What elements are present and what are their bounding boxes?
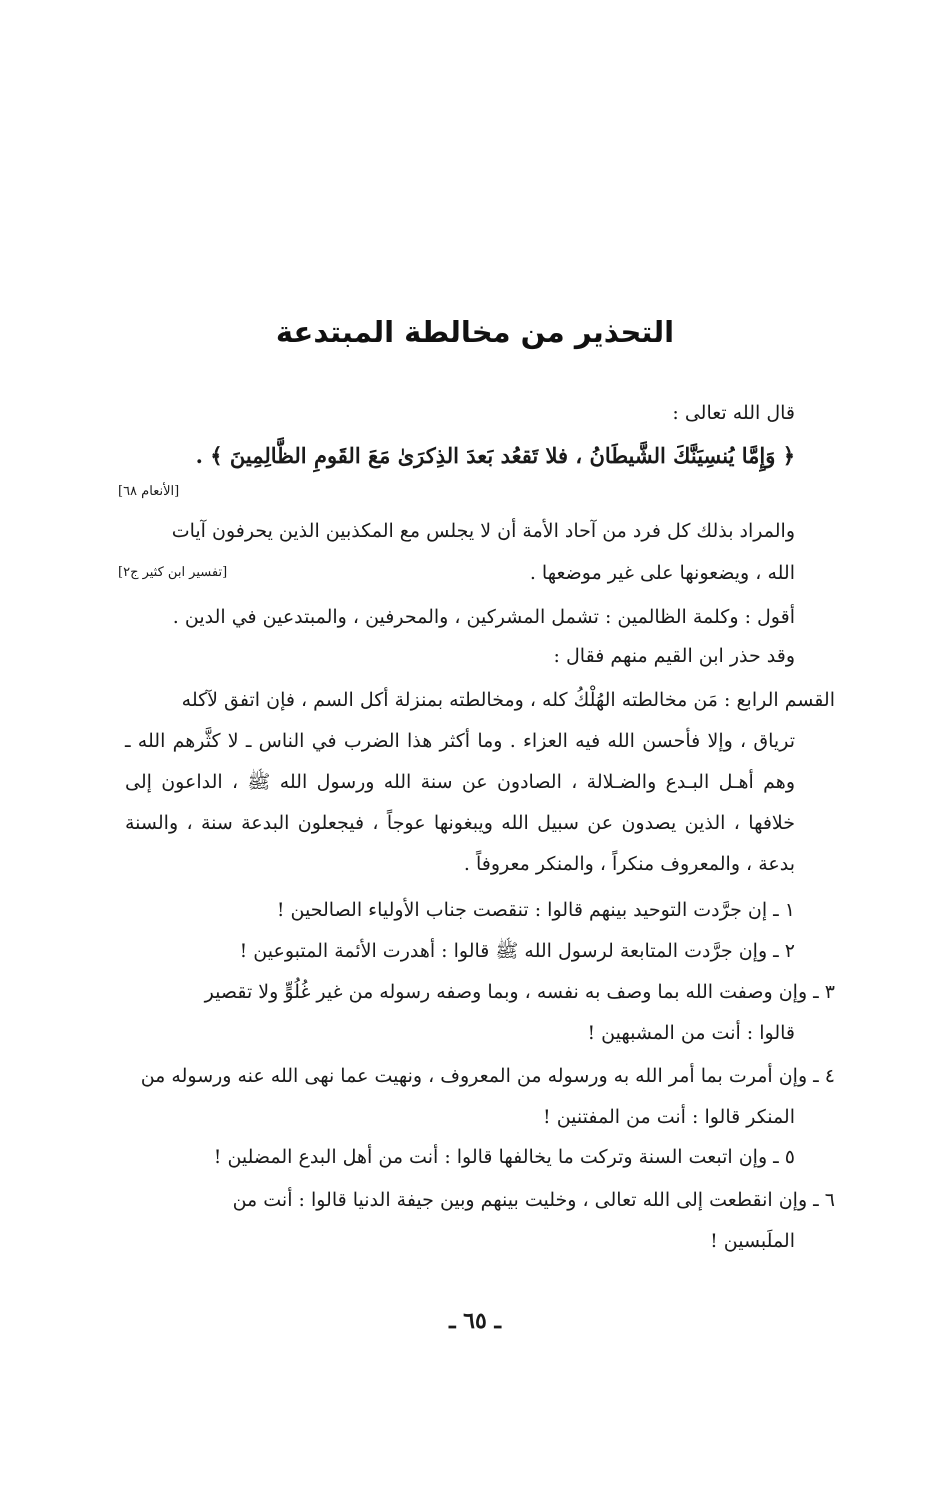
quote-intro: وقد حذر ابن القيم منهم فقال :	[553, 645, 795, 667]
quran-verse: ﴿ وَإِمَّا يُنسِيَنَّكَ الشَّيطَانُ ، فلا تَقعُد بَعدَ الذِكرَىٰ مَعَ القَومِ الظَّالِمِينَ ﴾ .	[195, 443, 795, 468]
item-text: ـ وإن أمرت بما أمر الله به ورسوله من المعروف ، ونهيت عما نهى الله عنه ورسوله من	[140, 1065, 819, 1087]
list-item	[125, 972, 835, 1054]
item-text: ـ وإن جرَّدت المتابعة لرسول الله ﷺ قالوا : أهدرت الأئمة المتبوعين !	[239, 940, 779, 962]
item-continuation: الملَبسين !	[710, 1230, 795, 1252]
tafsir-line-2: الله ، ويضعونها على غير موضعها .	[529, 562, 795, 584]
list-item	[125, 890, 835, 931]
item-number: ٢	[784, 940, 795, 962]
item-text: ـ وإن انقطعت إلى الله تعالى ، وخليت بينهم وبين جيفة الدنيا قالوا : أنت من	[232, 1189, 819, 1211]
item-number: ٦	[824, 1189, 835, 1211]
list-item	[125, 931, 835, 972]
author-comment: أقول : وكلمة الظالمين : تشمل المشركين ، والمحرفين ، والمبتدعين في الدين .	[172, 606, 795, 628]
quote-continuation: ترياق ، وإلا فأحسن الله فيه العزاء . وما أكثر هذا الضرب في الناس ـ لا كثَّرهم الله ـ وهم أهـل البـدع والضـلالة ، الصادون عن سنة الله ورسول الله ﷺ ، الداعون إلى خلافها ، الذين يصدون عن سبيل الله ويبغونها عوجاً ، فيجعلون البدعة سنة ، والسنة بدعة ، والمعروف منكراً ، والمنكر معروفاً .	[125, 730, 795, 875]
quote-paragraph	[125, 680, 835, 885]
quote-first-line: القسم الرابع : مَن مخالطته الهُلْكُ كله ، ومخالطته بمنزلة أكل السم ، فإن اتفق لآكله	[181, 689, 835, 711]
item-number: ١	[784, 899, 795, 921]
page-title: التحذير من مخالطة المبتدعة	[275, 315, 675, 349]
intro-line: قال الله تعالى :	[672, 402, 795, 424]
list-item	[125, 1180, 835, 1262]
item-number: ٣	[824, 981, 835, 1003]
item-number: ٤	[824, 1065, 835, 1087]
page-number: ـ ٦٥ ـ	[449, 1308, 501, 1334]
item-number: ٥	[784, 1146, 795, 1168]
item-text: ـ إن جرَّدت التوحيد بينهم قالوا : تنقصت جناب الأولياء الصالحين !	[276, 899, 779, 921]
tafsir-source: [تفسير ابن كثير ج٢]	[118, 565, 228, 580]
verse-source: [الأنعام ٦٨]	[118, 484, 180, 499]
item-text: ـ وإن وصفت الله بما وصف به نفسه ، وبما وصفه رسوله من غير غُلُوٍّ ولا تقصير	[204, 981, 819, 1003]
list-item	[125, 1056, 835, 1138]
item-continuation: المنكر قالوا : أنت من المفتنين !	[543, 1106, 795, 1128]
item-text: ـ وإن اتبعت السنة وتركت ما يخالفها قالوا : أنت من أهل البدع المضلين !	[213, 1146, 779, 1168]
list-item	[125, 1137, 835, 1178]
tafsir-line-1: والمراد بذلك كل فرد من آحاد الأمة أن لا يجلس مع المكذبين الذين يحرفون آيات	[171, 520, 795, 542]
item-continuation: قالوا : أنت من المشبهين !	[587, 1022, 795, 1044]
